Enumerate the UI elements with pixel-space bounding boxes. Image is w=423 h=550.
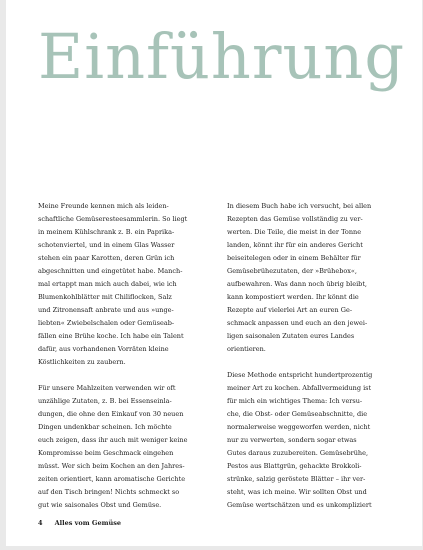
page-footer — [38, 519, 121, 527]
paragraph: Für unsere Mahlzeiten verwenden wir oft unzählige Zutaten, z. B. bei Essenseinla- dungen, die ohne den Einkauf von 30 neuen Dingen undenkbar scheinen. Ich möchte euch zeigen, dass ihr auch mit weniger keine Kompromisse beim Geschmack eingehen müsst. Wer sich beim Kochen an den Jahres- zeiten orientiert, kann aromatische Gerichte auf den Tisch bringen! Nichts schmeckt so gut wie saisonales Obst und Gemüse. — [38, 384, 188, 509]
book-title: Alles vom Gemüse — [54, 519, 121, 527]
right-column — [227, 200, 399, 512]
paragraph: Diese Methode entspricht hundertprozentig meiner Art zu kochen. Abfallvermeidung ist für mich ein wichtiges Thema: Ich versu- che, die Obst- oder Gemüseabschnitte, die normalerweise weggeworfen werden, nicht nur zu verwerten, sondern sogar etwas Gutes daraus zuzubereiten. Gemüsebrühe, Pestos aus Blattgrün, gehackte Brokkoli- strünke, salzig geröstete Blätter – ihr ver- steht, was ich meine. Wir sollten Obst und Gemüse wertschätzen und es unkompliziert — [227, 371, 373, 509]
left-column — [38, 200, 210, 512]
paragraph: Meine Freunde kennen mich als leiden- schaftliche Gemüseresteesammlerin. So liegt in meinem Kühlschrank z. B. ein Paprika- schotenviertel, und in einem Glas Wasser stehen ein paar Karotten, deren Grün ich abgeschnitten und eingetütet habe. Manch- mal ertappt man mich auch dabei, wie ich Blumenkohlblätter mit Chiliflocken, Salz und Zitronensaft anbrate und aus »unge- liebten« Zwiebelschalen oder Gemüseab- fällen eine Brühe koche. Ich habe ein Talent dafür, aus vorhandenen Vorräten kleine Köstlichkeiten zu zaubern. — [38, 202, 188, 366]
paragraph: In diesem Buch habe ich versucht, bei allen Rezepten das Gemüse vollständig zu ver- werten. Die Teile, die meist in der Tonne landen, könnt ihr für ein anderes Gericht beiseitelegen oder in einem Behälter für Gemüsebrühezutaten, der »Brühebox«, aufbewahren. Was dann noch übrig bleibt, kann kompostiert werden. Ihr könnt die Rezepte auf vielerlei Art an euren Ge- schmack anpassen und euch an den jewei- ligen saisonalen Zutaten eures Landes orientieren. — [227, 202, 372, 353]
chapter-title: Einführung — [38, 20, 406, 93]
document-page — [6, 0, 422, 546]
page-number: 4 — [38, 519, 43, 527]
